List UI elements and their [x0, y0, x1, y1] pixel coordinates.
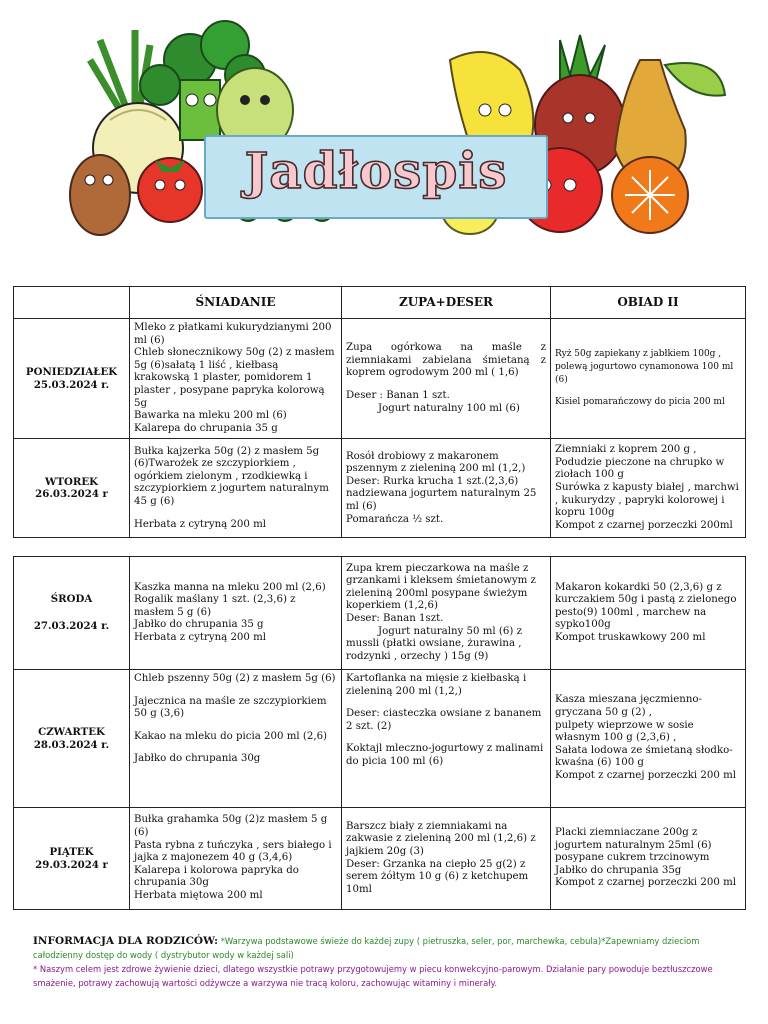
menu-line: Deser: Rurka krucha 1 szt.(2,3,6) nadziewana jogurtem naturalnym 25 ml (6): [346, 475, 537, 512]
dinner-cell: [551, 808, 746, 910]
menu-line: Kakao na mleku do picia 200 ml (2,6): [134, 730, 328, 742]
menu-line: Sałata lodowa ze śmietaną słodko-kwaśna (6) 100 g: [555, 744, 733, 769]
menu-line: Deser: ciasteczka owsiane z bananem 2 szt. (2): [346, 708, 542, 732]
menu-line: Chleb słonecznikowy 50g (2) z masłem 5g (6)sałatą 1 liść , kiełbasą krakowską 1 plaster, pomidorem 1 plaster , posypane papryka kolorową 5g: [134, 347, 335, 409]
day-cell: [14, 319, 130, 439]
menu-line: Jajecznica na maśle ze szczypiorkiem 50 g (3,6): [134, 695, 327, 720]
menu-line: Chleb pszenny 50g (2) z masłem 5g (6): [134, 673, 336, 684]
soup-cell: [342, 439, 551, 538]
header-empty: [14, 287, 130, 319]
menu-line: Rosół drobiowy z makaronem pszennym z zieleniną 200 ml (1,2,): [346, 450, 526, 475]
menu-line: Koktajl mleczno-jogurtowy z malinami do picia 100 ml (6): [346, 743, 544, 767]
menu-line: Kaszka manna na mleku 200 ml (2,6): [134, 581, 326, 593]
menu-line: Kalarepa do chrupania 35 g: [134, 422, 278, 434]
menu-line: Placki ziemniaczane 200g z jogurtem naturalnym 25ml (6) posypane cukrem trzcinowym: [555, 827, 712, 864]
menu-line: Kisiel pomarańczowy do picia 200 ml: [555, 397, 725, 408]
menu-line: Bawarka na mleku 200 ml (6): [134, 410, 287, 422]
menu-line: Kalarepa i kolorowa papryka do chrupania 30g: [134, 864, 299, 889]
menu-line: Deser: Grzanka na ciepło 25 g(2) z serem żółtym 10 g (6) z ketchupem 10ml: [346, 858, 529, 895]
menu-line: Kartoflanka na mięsie z kiełbaską i zieleniną 200 ml (1,2,): [346, 673, 527, 697]
menu-line: Herbata z cytryną 200 ml: [134, 518, 267, 530]
menu-line: Ryż 50g zapiekany z jabłkiem 100g , polewą jogurtowo cynamonowa 100 ml (6): [555, 349, 734, 385]
soup-cell: [342, 319, 551, 439]
menu-line: Kompot z czarnej porzeczki 200ml: [555, 519, 733, 531]
tomato-illustration: [138, 158, 202, 222]
parent-information: [33, 934, 745, 990]
breakfast-cell: [130, 319, 342, 439]
menu-line: Kompot truskawkowy 200 ml: [555, 631, 706, 643]
day-date: 27.03.2024 r.: [33, 620, 110, 632]
menu-line: Herbata miętowa 200 ml: [134, 889, 263, 901]
menu-line: Jogurt naturalny 100 ml (6): [378, 402, 520, 414]
soup-cell: [342, 808, 551, 910]
header-dinner: OBIAD II: [551, 287, 746, 319]
dinner-cell: [551, 439, 746, 538]
menu-line: Bułka kajzerka 50g (2) z masłem 5g (6)Twarożek ze szczypiorkiem , ogórkiem zielonym , rzodkiewką i szczypiorkiem z jogurtem naturalnym 45 g (6): [134, 445, 329, 507]
menu-line: Barszcz biały z ziemniakami na zakwasie z zieleniną 200 ml (1,2,6) z jajkiem 20g (3): [346, 820, 536, 857]
menu-line: Herbata z cytryną 200 ml: [134, 631, 267, 643]
breakfast-cell: [130, 670, 342, 808]
header-breakfast: ŚNIADANIE: [130, 287, 342, 319]
page-title: Jadłospis: [244, 141, 508, 200]
menu-line: Zupa krem pieczarkowa na maśle z grzankami i kleksem śmietanowym z zieleniną 200ml posypane świeżym koperkiem (1,2,6): [346, 562, 536, 612]
menu-line: Surówka z kapusty białej , marchwi , kukurydzy , papryki kolorowej i kopru 100g: [555, 482, 739, 519]
menu-line: Bułka grahamka 50g (2)z masłem 5 g (6): [134, 814, 328, 839]
menu-line: Jabłko do chrupania 35 g: [134, 619, 264, 631]
menu-line: Pasta rybna z tuńczyka , sers białego i jajka z majonezem 40 g (3,4,6): [134, 839, 332, 864]
menu-line: Pomarańcza ½ szt.: [346, 513, 444, 525]
table-row: [14, 670, 746, 808]
day-date: 28.03.2024 r.: [33, 738, 110, 751]
menu-line: Rogalik maślany 1 szt. (2,3,6) z masłem 5 g (6): [134, 594, 296, 618]
day-cell: [14, 808, 130, 910]
menu-line: Mleko z płatkami kukurydzianymi 200 ml (6): [134, 322, 332, 346]
orange-illustration: [612, 157, 688, 233]
menu-line: Jabłko do chrupania 30g: [134, 753, 261, 765]
info-lead: INFORMACJA DLA RODZICÓW:: [33, 935, 219, 947]
menu-line: Podudzie pieczone na chrupko w ziołach 100 g: [555, 456, 725, 481]
menu-table-1: [13, 286, 746, 538]
info-cooking-note: * Naszym celem jest zdrowe żywienie dzieci, dlatego wszystkie potrawy przygotowujemy w piecu konwekcyjno-parowym. Działanie pary powoduje beztłuszczowe smażenie, potrawy zachowują wartości odżywcze a warzywa nie tracą koloru, zachowując witaminy i minerały.: [33, 964, 713, 988]
menu-line: Kasza mieszana jęczmienno-gryczana 50 g (2) ,: [555, 694, 702, 719]
table-row: [14, 319, 746, 439]
table-header-row: [14, 287, 746, 319]
menu-line: Ziemniaki z koprem 200 g ,: [555, 444, 697, 456]
breakfast-cell: [130, 808, 342, 910]
table-row: [14, 808, 746, 910]
day-name: CZWARTEK: [38, 725, 105, 738]
menu-table-2: [13, 556, 746, 910]
dinner-cell: [551, 670, 746, 808]
banana-illustration: [450, 52, 533, 145]
menu-line: Deser : Banan 1 szt.: [346, 389, 450, 401]
soup-cell: [342, 557, 551, 670]
soup-cell: [342, 670, 551, 808]
potato-illustration: [70, 155, 130, 235]
menu-line: Makaron kokardki 50 (2,3,6) g z kurczakiem 50g i pastą z zielonego pesto(9) 100ml , marchew na sypko100g: [555, 581, 737, 631]
dinner-cell: [551, 319, 746, 439]
menu-line: Jabłko do chrupania 35g: [555, 864, 682, 876]
dinner-cell: [551, 557, 746, 670]
day-date: 25.03.2024 r.: [33, 378, 110, 391]
day-name: ŚRODA: [50, 593, 93, 606]
day-name: WTOREK: [45, 475, 98, 488]
menu-line: pulpety wieprzowe w sosie własnym 100 g (2,3,6) ,: [555, 719, 694, 744]
day-name: PIĄTEK: [49, 845, 94, 858]
header-soup: ZUPA+DESER: [342, 287, 551, 319]
menu-line: Deser: Banan 1szt.: [346, 613, 444, 624]
info-water-note: *Warzywa podstawowe świeże do każdej zupy ( pietruszka, seler, por, marchewka, cebula)*Zapewniamy dzieciom całodzienny dostęp do wody ( dystrybutor wody w każdej sali): [33, 936, 700, 960]
day-date: 26.03.2024 r: [35, 488, 108, 501]
day-name: PONIEDZIAŁEK: [25, 366, 118, 379]
title-banner: [204, 135, 548, 219]
day-date: 29.03.2024 r: [35, 858, 108, 871]
menu-line: Kompot z czarnej porzeczki 200 ml: [555, 769, 736, 781]
breakfast-cell: [130, 557, 342, 670]
day-cell: [14, 670, 130, 808]
menu-line: Jogurt naturalny 50 ml (6) z mussli (płatki owsiane, żurawina , rodzynki , orzechy ) 15g (9): [346, 625, 522, 662]
day-cell: [14, 439, 130, 538]
menu-line: Zupa ogórkowa na maśle z ziemniakami zabielana śmietaną z koprem ogrodowym 200 ml ( 1,6): [346, 342, 546, 379]
day-cell: [14, 557, 130, 670]
menu-line: Kompot z czarnej porzeczki 200 ml: [555, 877, 736, 889]
table-row: [14, 557, 746, 670]
breakfast-cell: [130, 439, 342, 538]
table-row: [14, 439, 746, 538]
